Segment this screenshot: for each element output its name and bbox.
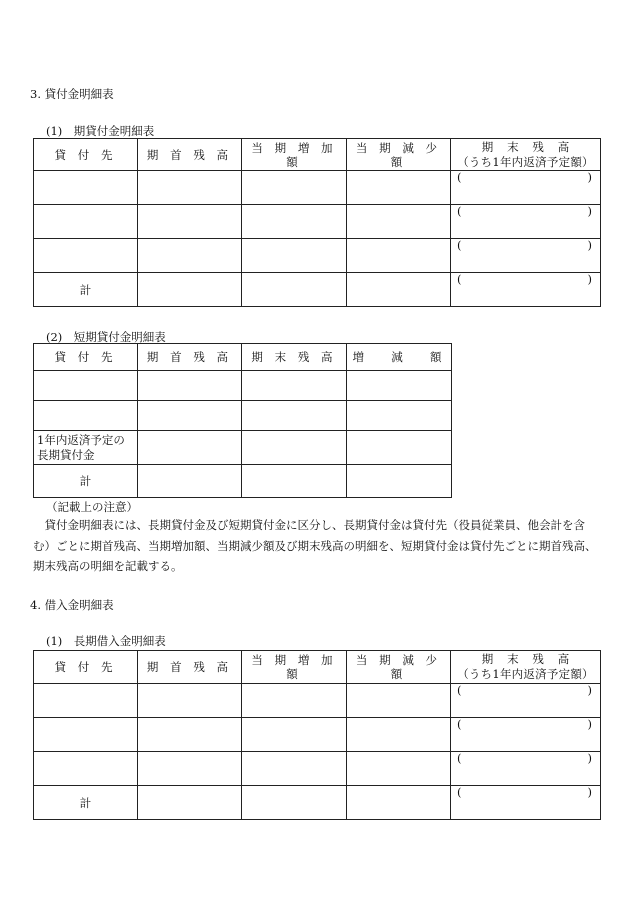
header-line: 期末残高: [481, 652, 583, 666]
section-4-title: 4. 借入金明細表: [30, 598, 114, 612]
table-row: ( ): [34, 171, 601, 205]
long-term-loan-table: [33, 138, 601, 307]
header-cell: 期 首 残 高: [138, 651, 242, 684]
table-header-row: [34, 139, 601, 171]
sub-1-title: (1) 期貸付金明細表: [46, 124, 155, 138]
header-cell: 貸 付 先: [34, 651, 138, 684]
header-cell: 増 減 額: [347, 344, 452, 371]
sub-4-1-title: (1) 長期借入金明細表: [46, 634, 166, 648]
header-cell: 当 期 減 少 額: [347, 139, 451, 171]
notes-line-3: 期末残高の明細を記載する。: [33, 559, 183, 573]
table-header-row: [34, 651, 601, 684]
table-header-row: [34, 344, 452, 371]
total-label: 計: [34, 465, 138, 498]
table-row: ( ): [34, 718, 601, 752]
header-line: （うち1年内返済予定額）: [457, 667, 594, 681]
sub-2-title: (2) 短期貸付金明細表: [46, 330, 166, 344]
total-label: 計: [34, 273, 138, 307]
header-cell: 当 期 増 加 額: [242, 651, 347, 684]
table-row: [34, 401, 452, 431]
total-row: 計 ( ): [34, 273, 601, 307]
header-line: （うち1年内返済予定額）: [457, 154, 594, 169]
total-row: 計 ( ): [34, 786, 601, 820]
table-row: ( ): [34, 205, 601, 239]
table-row: [34, 431, 452, 465]
header-line: 期末残高: [481, 139, 583, 154]
long-term-borrowing-table: [33, 650, 601, 820]
header-cell: 貸 付 先: [34, 344, 138, 371]
table-row: ( ): [34, 752, 601, 786]
header-cell: 期 末 残 高: [242, 344, 347, 371]
header-cell: 当 期 増 加 額: [242, 139, 347, 171]
table-row: ( ): [34, 684, 601, 718]
header-cell: 期 首 残 高: [138, 139, 242, 171]
total-row: [34, 465, 452, 498]
header-cell: 貸 付 先: [34, 139, 138, 171]
header-cell: [451, 139, 601, 171]
header-cell: 当 期 減 少 額: [347, 651, 451, 684]
notes-heading: （記載上の注意）: [46, 500, 138, 514]
table-row: ( ): [34, 239, 601, 273]
header-cell: [451, 651, 601, 684]
section-3-title: 3. 貸付金明細表: [30, 87, 114, 101]
notes-line-2: む）ごとに期首残高、当期増加額、当期減少額及び期末残高の明細を、短期貸付金は貸付先ごとに期首残高、: [33, 539, 597, 553]
notes-line-1: 貸付金明細表には、長期貸付金及び短期貸付金に区分し、長期貸付金は貸付先（役員従業員、他会計を含: [33, 518, 585, 532]
total-label: 計: [34, 786, 138, 820]
row-label: 1年内返済予定の 長期貸付金: [34, 431, 138, 465]
short-term-loan-table: [33, 343, 452, 498]
header-cell: 期 首 残 高: [138, 344, 242, 371]
table-row: [34, 371, 452, 401]
